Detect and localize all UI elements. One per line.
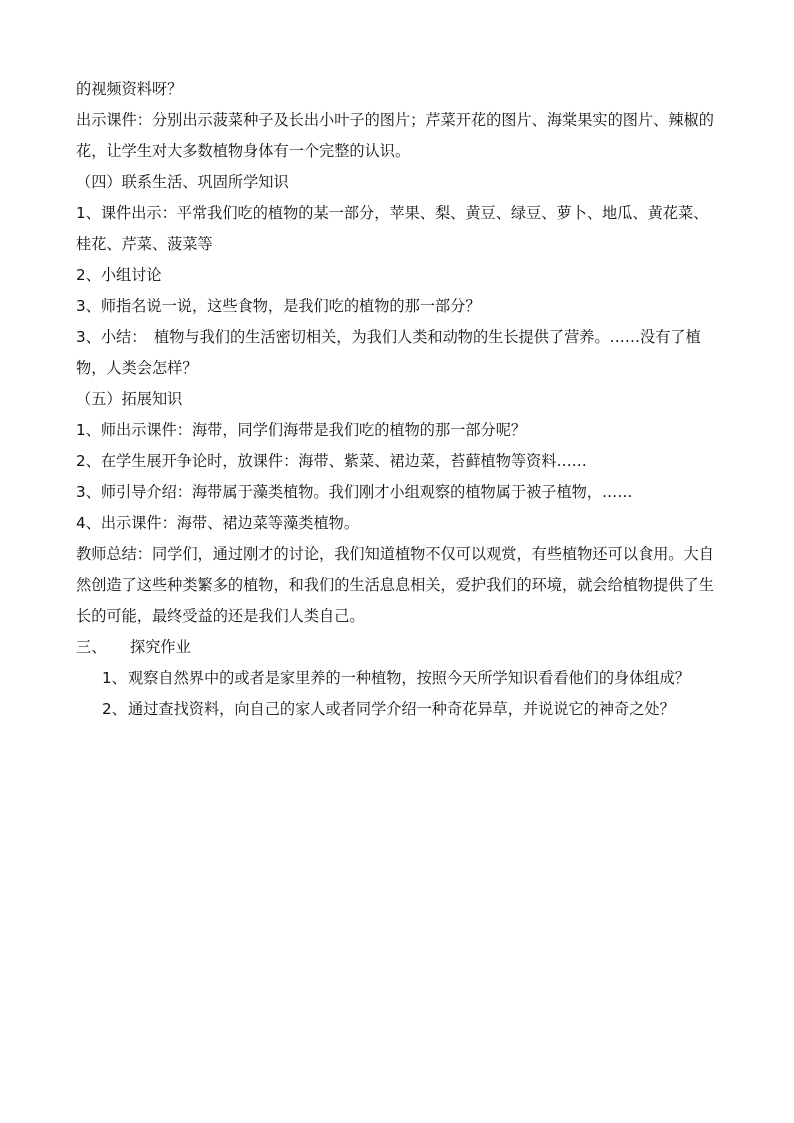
paragraph: 出示课件：分别出示菠菜种子及长出小叶子的图片；芹菜开花的图片、海棠果实的图片、辣椒的花，让学生对大多数植物身体有一个完整的认识。 — [76, 111, 714, 160]
paragraph: 3、师引导介绍：海带属于藻类植物。我们刚才小组观察的植物属于被子植物，…… — [76, 483, 633, 501]
homework-list — [76, 663, 718, 725]
paragraph: 3、师指名说一说，这些食物，是我们吃的植物的那一部分？ — [76, 297, 481, 315]
paragraph: 1、师出示课件：海带，同学们海带是我们吃的植物的那一部分呢？ — [76, 421, 527, 439]
list-item-number: 1、 — [102, 669, 127, 687]
section-heading: （四）联系生活、巩固所学知识 — [76, 173, 289, 191]
paragraph: 的视频资料呀？ — [76, 80, 183, 98]
paragraph: 2、在学生展开争论时，放课件：海带、紫菜、裙边菜，苔藓植物等资料…… — [76, 452, 587, 470]
list-item-text: 观察自然界中的或者是家里养的一种植物，按照今天所学知识看看他们的身体组成？ — [128, 669, 690, 687]
section-heading: （五）拓展知识 — [76, 390, 183, 408]
list-item-number: 2、 — [102, 700, 127, 718]
section-number: 三、 — [76, 638, 107, 656]
section-title: 探究作业 — [130, 638, 191, 656]
paragraph: 2、小组讨论 — [76, 266, 162, 284]
section-three-heading — [76, 632, 718, 663]
paragraph: 4、出示课件：海带、裙边菜等藻类植物。 — [76, 514, 360, 532]
paragraph: 3、小结： 植物与我们的生活密切相关，为我们人类和动物的生长提供了营养。……没有了植物，人类会怎样？ — [76, 328, 701, 377]
list-item — [76, 663, 718, 694]
list-item-text: 通过查找资料，向自己的家人或者同学介绍一种奇花异草，并说说它的神奇之处？ — [128, 700, 675, 718]
paragraph: 1、课件出示：平常我们吃的植物的某一部分，苹果、梨、黄豆、绿豆、萝卜、地瓜、黄花菜、桂花、芹菜、菠菜等 — [76, 204, 709, 253]
list-item — [76, 694, 718, 725]
document-body — [76, 74, 718, 725]
teacher-summary: 教师总结：同学们，通过刚才的讨论，我们知道植物不仅可以观赏，有些植物还可以食用。大自然创造了这些种类繁多的植物，和我们的生活息息相关，爱护我们的环境，就会给植物提供了生长的可能，最终受益的还是我们人类自己。 — [76, 545, 714, 625]
